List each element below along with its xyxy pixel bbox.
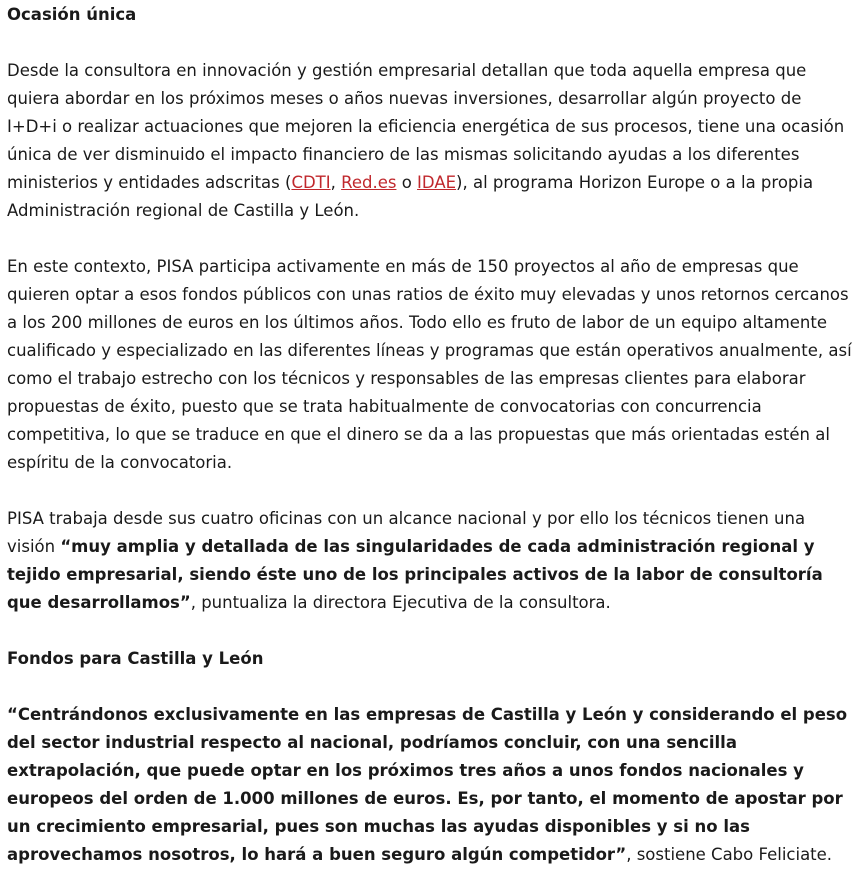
paragraph-intro: [7, 57, 854, 225]
separator-1: ,: [330, 173, 342, 192]
quote-director: “muy amplia y detallada de las singularidades de cada administración regional y tejido empresarial, siendo éste uno de los principales activos de la labor de consultoría que desarrollamos”: [7, 537, 823, 612]
link-idae[interactable]: IDAE: [417, 173, 457, 192]
section-heading-ocasion: Ocasión única: [7, 5, 137, 24]
paragraph-intro-text-a: Desde la consultora en innovación y gestión empresarial detallan que toda aquella empresa que quiera abordar en los próximos meses o años nuevas inversiones, desarrollar algún proyecto de I+D+i o realizar actuaciones que mejoren la eficiencia energética de sus procesos, tiene una ocasión única de ver disminuido el impacto financiero de las mismas solicitando ayudas a los diferentes ministerios y entidades adscritas (: [7, 61, 845, 192]
paragraph-offices-text-a: PISA trabaja desde sus cuatro oficinas con un alcance nacional y por ello los técnicos tienen una visión: [7, 509, 806, 556]
paragraph-offices: [7, 505, 854, 617]
paragraph-castilla-leon-text-b: , sostiene Cabo Feliciate.: [626, 845, 833, 864]
section-heading-fondos: Fondos para Castilla y León: [7, 649, 264, 668]
link-red-es[interactable]: Red.es: [341, 173, 397, 192]
paragraph-context: En este contexto, PISA participa activamente en más de 150 proyectos al año de empresas que quieren optar a esos fondos públicos con unas ratios de éxito muy elevadas y unos retornos cercanos a los 200 millones de euros en los últimos años. Todo ello es fruto de labor de un equipo altamente cualificado y especializado en las diferentes líneas y programas que están operativos anualmente, así como el trabajo estrecho con los técnicos y responsables de las empresas clientes para elaborar propuestas de éxito, puesto que se trata habitualmente de convocatorias con concurrencia competitiva, lo que se traduce en que el dinero se da a las propuestas que más orientadas estén al espíritu de la convocatoria.: [7, 257, 852, 472]
separator-2: o: [396, 173, 418, 192]
quote-cabo-feliciate: “Centrándonos exclusivamente en las empresas de Castilla y León y considerando el peso del sector industrial respecto al nacional, podríamos concluir, con una sencilla extrapolación, que puede optar en los próximos tres años a unos fondos nacionales y europeos del orden de 1.000 millones de euros. Es, por tanto, el momento de apostar por un crecimiento empresarial, pues son muchas las ayudas disponibles y si no las aprovechamos nosotros, lo hará a buen seguro algún competidor”: [7, 705, 848, 864]
paragraph-intro-text-b: ), al programa Horizon Europe o a la propia Administración regional de Castilla y León.: [7, 173, 814, 220]
link-cdti[interactable]: CDTI: [291, 173, 331, 192]
paragraph-offices-text-b: , puntualiza la directora Ejecutiva de la consultora.: [190, 593, 611, 612]
paragraph-castilla-leon: [7, 701, 854, 869]
